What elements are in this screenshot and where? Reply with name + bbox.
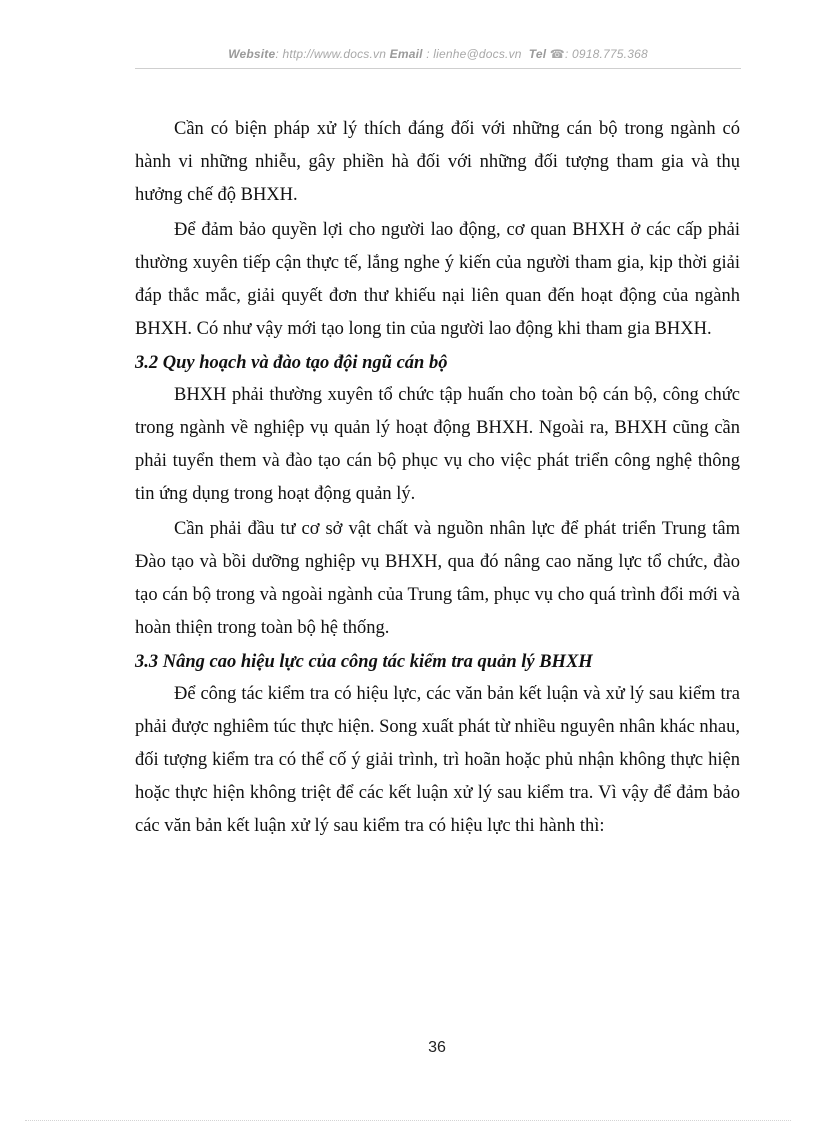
- paragraph-3: BHXH phải thường xuyên tổ chức tập huấn cho toàn bộ cán bộ, công chức trong ngành về nghiệp vụ quản lý hoạt động BHXH. Ngoài ra, BHXH cũng cần phải tuyển them và đào tạo cán bộ phục vụ cho việc phát triển công nghệ thông tin ứng dụng trong hoạt động quản lý.: [135, 385, 740, 504]
- page-number: 36: [428, 1039, 446, 1056]
- header-divider: [135, 68, 741, 69]
- section-heading-3-2: 3.2 Quy hoạch và đào tạo đội ngũ cán bộ: [135, 353, 448, 373]
- page-header: [135, 47, 741, 61]
- paragraph-4: Cần phải đầu tư cơ sở vật chất và nguồn nhân lực để phát triển Trung tâm Đào tạo và bồi dưỡng nghiệp vụ BHXH, qua đó nâng cao năng lực tổ chức, đào tạo cán bộ trong và ngoài ngành của Trung tâm, phục vụ cho quá trình đổi mới và hoàn thiện trong toàn bộ hệ thống.: [135, 519, 740, 638]
- section-heading-3-3: 3.3 Nâng cao hiệu lực của công tác kiểm tra quản lý BHXH: [135, 652, 593, 672]
- footer-divider: [25, 1120, 791, 1121]
- email-value: : lienhe@docs.vn: [426, 47, 522, 61]
- website-label: Website: [228, 47, 276, 61]
- tel-value: : 0918.775.368: [564, 47, 648, 61]
- paragraph-2: Để đảm bảo quyền lợi cho người lao động, cơ quan BHXH ở các cấp phải thường xuyên tiếp cận thực tế, lắng nghe ý kiến của người tham gia, kịp thời giải đáp thắc mắc, giải quyết đơn thư khiếu nại liên quan đến hoạt động của ngành BHXH. Có như vậy mới tạo long tin của người lao động khi tham gia BHXH.: [135, 220, 740, 339]
- paragraph-1: Cần có biện pháp xử lý thích đáng đối với những cán bộ trong ngành có hành vi những nhiễu, gây phiền hà đối với những đối tượng tham gia và thụ hưởng chế độ BHXH.: [135, 119, 740, 205]
- website-value: : http://www.docs.vn: [275, 47, 387, 61]
- email-label: Email: [389, 47, 423, 61]
- phone-icon: ☎: [549, 47, 565, 61]
- page-body: [135, 113, 740, 843]
- tel-label: Tel: [528, 47, 547, 61]
- paragraph-5: Để công tác kiểm tra có hiệu lực, các văn bản kết luận và xử lý sau kiểm tra phải được nghiêm túc thực hiện. Song xuất phát từ nhiều nguyên nhân khác nhau, đối tượng kiểm tra có thể cố ý giải trình, trì hoãn hoặc phủ nhận không thực hiện hoặc thực hiện không triệt để các kết luận xử lý sau kiểm tra. Vì vậy để đảm bảo các văn bản kết luận xử lý sau kiểm tra có hiệu lực thi hành thì:: [135, 684, 741, 836]
